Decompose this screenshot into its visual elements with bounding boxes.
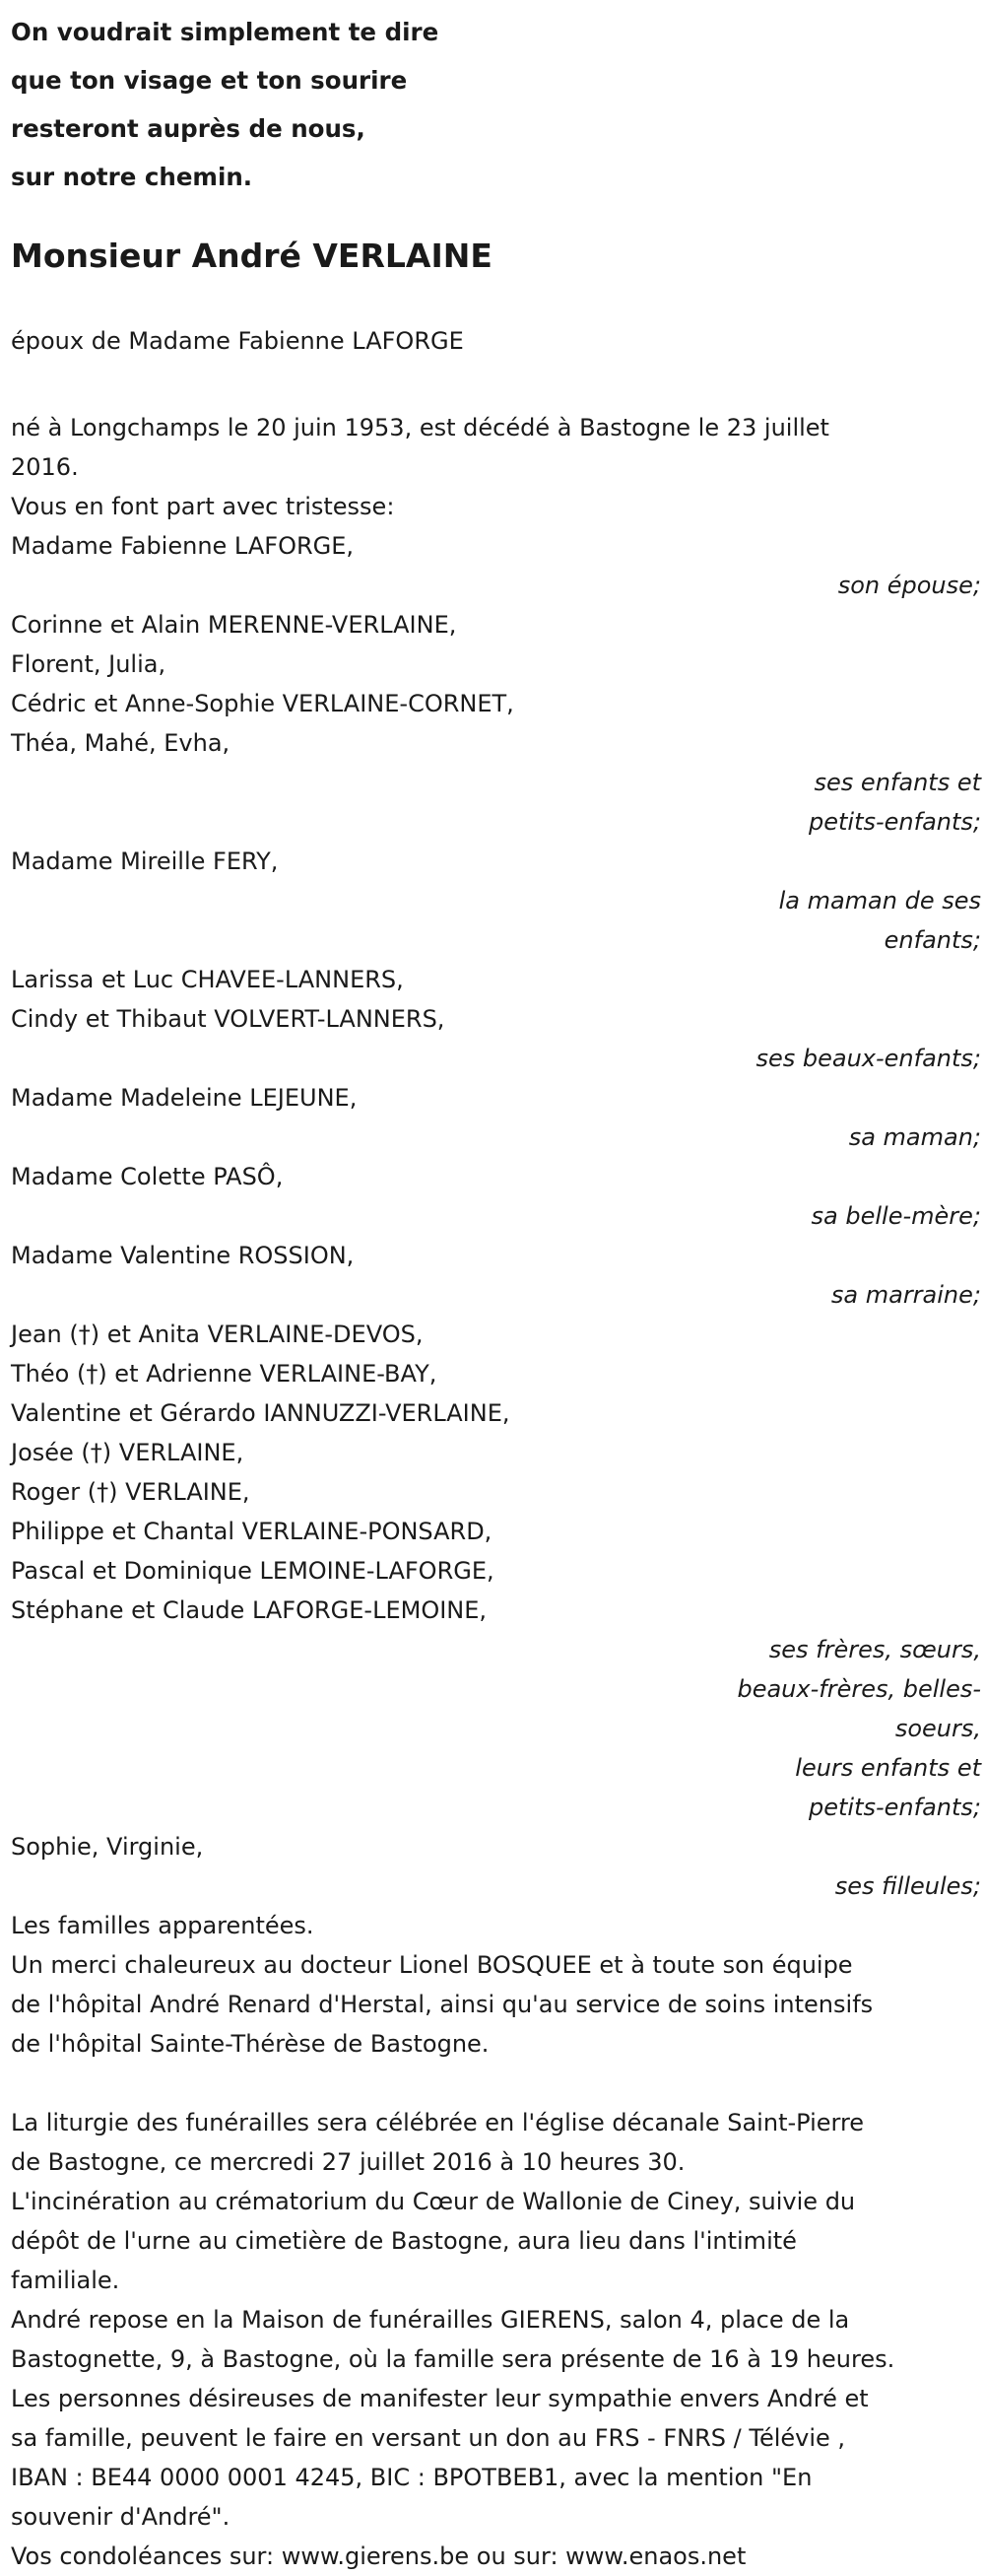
family-member-line: Cédric et Anne-Sophie VERLAINE-CORNET, (11, 690, 514, 717)
donations-line: Les personnes désireuses de manifester leur sympathie envers André et (11, 2385, 869, 2412)
liturgy-paragraph (11, 2103, 981, 2182)
relationship-label: ses beaux-enfants; (755, 1045, 981, 1072)
family-member-line: Théo (†) et Adrienne VERLAINE-BAY, (11, 1360, 437, 1388)
birth-death-info (11, 408, 981, 487)
relationship-label: soeurs, (894, 1715, 981, 1742)
quote-line: resteront auprès de nous, (11, 114, 365, 143)
condolences-line: Vos condoléances sur: www.gierens.be ou sur: www.enaos.net (11, 2542, 747, 2570)
family-member-line: Théa, Mahé, Evha, (11, 729, 230, 757)
spouse-line: époux de Madame Fabienne LAFORGE (11, 327, 464, 355)
family-member-line: Corinne et Alain MERENNE-VERLAINE, (11, 611, 457, 639)
family-group (11, 1157, 981, 1236)
family-member-line: Madame Fabienne LAFORGE, (11, 532, 355, 560)
liturgy-line: La liturgie des funérailles sera célébrée en l'église décanale Saint-Pierre (11, 2109, 865, 2136)
thanks-line: Un merci chaleureux au docteur Lionel BOSQUEE et à toute son équipe (11, 1951, 853, 1979)
family-group (11, 526, 981, 605)
family-group (11, 960, 981, 1078)
relationship-label: ses enfants et (814, 769, 981, 796)
family-member-line: Josée (†) VERLAINE, (11, 1439, 244, 1466)
relationship-label: enfants; (884, 926, 981, 954)
reposes-line: Bastognette, 9, à Bastogne, où la famille sera présente de 16 à 19 heures. (11, 2345, 895, 2373)
thanks-line: de l'hôpital André Renard d'Herstal, ainsi qu'au service de soins intensifs (11, 1991, 874, 2018)
family-member-line: Jean (†) et Anita VERLAINE-DEVOS, (11, 1321, 424, 1348)
relationship-label: petits-enfants; (809, 808, 981, 836)
quote-line: On voudrait simplement te dire (11, 18, 439, 46)
relationship-label: leurs enfants et (795, 1754, 981, 1782)
family-member-line: Valentine et Gérardo IANNUZZI-VERLAINE, (11, 1399, 510, 1427)
relationship-label: son épouse; (837, 572, 981, 599)
relationship-label: sa maman; (848, 1123, 981, 1151)
family-member-line: Stéphane et Claude LAFORGE-LEMOINE, (11, 1596, 488, 1624)
family-member-line: Pascal et Dominique LEMOINE-LAFORGE, (11, 1557, 494, 1585)
deceased-name: Monsieur André VERLAINE (11, 237, 492, 275)
family-member-line: Madame Valentine ROSSION, (11, 1242, 355, 1269)
reposes-line: André repose en la Maison de funérailles GIERENS, salon 4, place de la (11, 2306, 850, 2334)
relationship-label: ses filleules; (834, 1872, 981, 1900)
family-member-line: Madame Colette PASÔ, (11, 1163, 284, 1190)
family-group (11, 1236, 981, 1315)
incineration-paragraph (11, 2182, 981, 2300)
donations-line: souvenir d'André". (11, 2503, 230, 2531)
family-member-line: Larissa et Luc CHAVEE-LANNERS, (11, 966, 404, 993)
relationship-label: ses frères, sœurs, (768, 1636, 981, 1663)
family-group (11, 605, 981, 842)
intro-line: Vous en font part avec tristesse: (11, 493, 395, 520)
family-member-line: Sophie, Virginie, (11, 1833, 204, 1861)
obituary-notice (11, 8, 981, 2576)
donations-line: IBAN : BE44 0000 0001 4245, BIC : BPOTBEB1, avec la mention "En (11, 2464, 813, 2491)
spacer (11, 2064, 981, 2103)
birth-death-line: 2016. (11, 453, 79, 481)
quote-line: sur notre chemin. (11, 163, 253, 191)
relationship-label: sa marraine; (830, 1281, 981, 1309)
family-member-line: Madame Mireille FERY, (11, 847, 279, 875)
family-group (11, 842, 981, 960)
family-member-line: Philippe et Chantal VERLAINE-PONSARD, (11, 1518, 492, 1545)
relationship-label: petits-enfants; (809, 1794, 981, 1821)
donations-paragraph (11, 2379, 981, 2537)
incineration-line: familiale. (11, 2267, 120, 2294)
family-group (11, 1315, 981, 1827)
family-member-line: Florent, Julia, (11, 650, 166, 678)
relationship-label: sa belle-mère; (811, 1202, 981, 1230)
family-group (11, 1827, 981, 1906)
incineration-line: dépôt de l'urne au cimetière de Bastogne, aura lieu dans l'intimité (11, 2227, 797, 2255)
family-group (11, 1078, 981, 1157)
family-member-line: Madame Madeleine LEJEUNE, (11, 1084, 358, 1112)
family-groups (11, 526, 981, 1906)
thanks-line: de l'hôpital Sainte-Thérèse de Bastogne. (11, 2030, 490, 2058)
family-member-line: Cindy et Thibaut VOLVERT-LANNERS, (11, 1005, 445, 1033)
opening-quote (11, 8, 981, 201)
liturgy-line: de Bastogne, ce mercredi 27 juillet 2016 à 10 heures 30. (11, 2148, 686, 2176)
incineration-line: L'incinération au crématorium du Cœur de Wallonie de Ciney, suivie du (11, 2188, 856, 2215)
birth-death-line: né à Longchamps le 20 juin 1953, est décédé à Bastogne le 23 juillet (11, 414, 829, 441)
families-line: Les familles apparentées. (11, 1912, 314, 1939)
donations-line: sa famille, peuvent le faire en versant un don au FRS - FNRS / Télévie , (11, 2424, 846, 2452)
relationship-label: la maman de ses (778, 887, 981, 915)
family-member-line: Roger (†) VERLAINE, (11, 1478, 250, 1506)
relationship-label: beaux-frères, belles- (737, 1675, 981, 1703)
thanks-paragraph (11, 1945, 981, 2064)
reposes-paragraph (11, 2300, 981, 2379)
quote-line: que ton visage et ton sourire (11, 66, 408, 95)
